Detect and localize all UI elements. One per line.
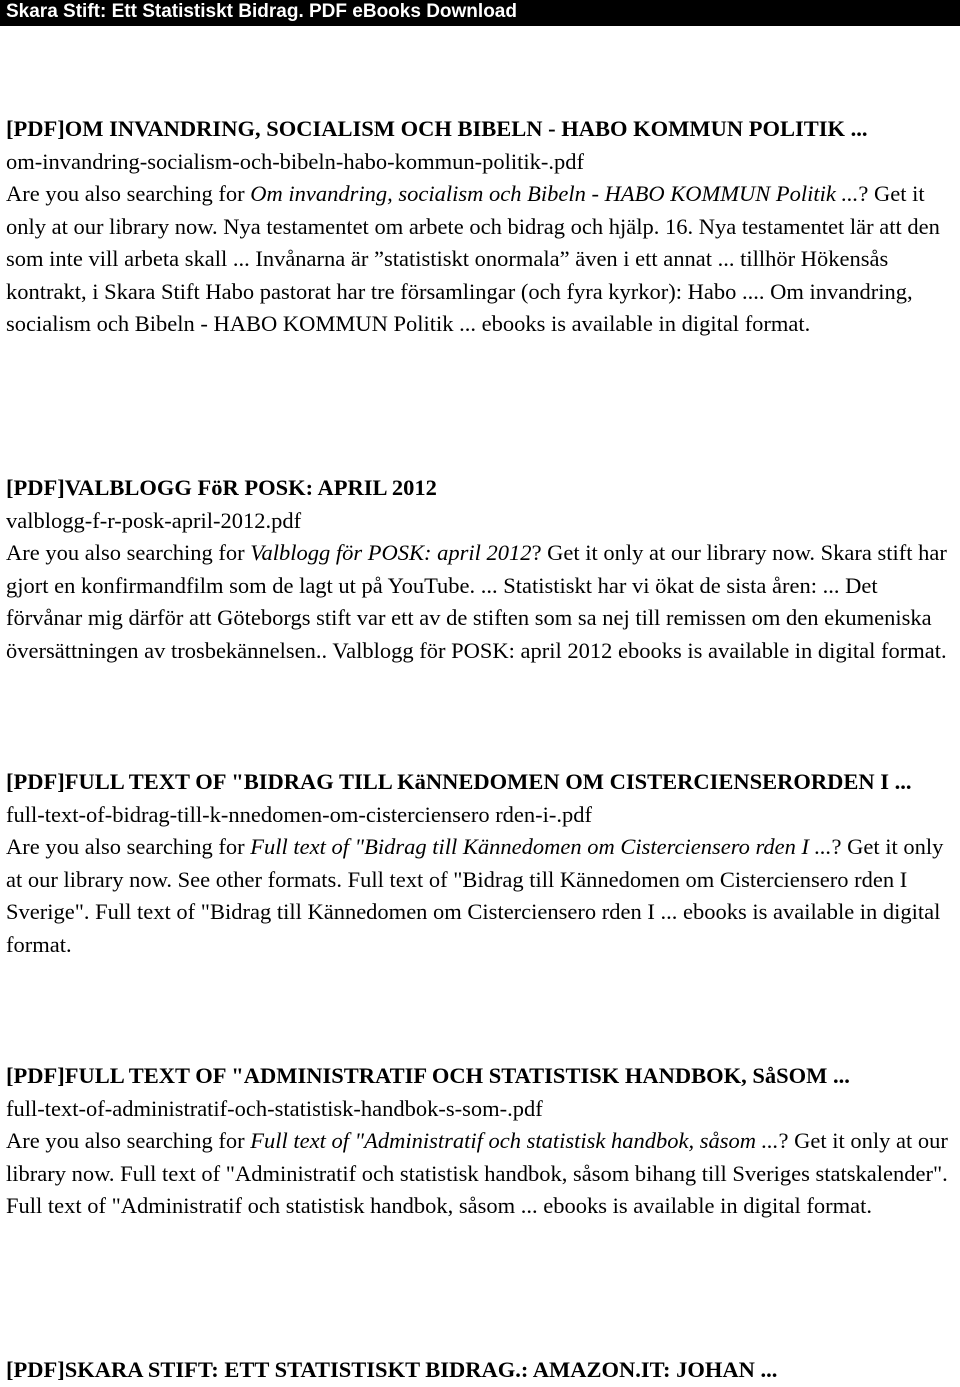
result-description [6,178,956,341]
search-title: Full text of "Administratif och statistisk handbok, såsom ... [250,1128,779,1153]
result-filename: valblogg-f-r-posk-april-2012.pdf [6,507,302,533]
result-filename: om-invandring-socialism-och-bibeln-habo-kommun-politik-.pdf [6,148,585,174]
result-entry [6,1060,956,1223]
result-body: ? Get it only at our library now. Skara stift har gjort en konfirmandfilm som de lagt ut på YouTube. ... Statistiskt har vi ökat de sista åren: ... Det förvånar mig därför att Göteborgs stift var ett av de stiften som sa nej till remissen om den ekumeniska översättningen av trosbekännelsen.. Valblogg för POSK: april 2012 ebooks is available in digital format. [6,540,947,663]
page-title: Skara Stift: Ett Statistiskt Bidrag. PDF eBooks Download [6,1,517,22]
result-title[interactable]: [PDF]FULL TEXT OF "ADMINISTRATIF OCH STATISTISK HANDBOK, SåSOM ... [6,1063,850,1088]
search-title: Full text of "Bidrag till Kännedomen om Cisterciensero rden I ... [250,834,832,859]
result-title[interactable]: [PDF]VALBLOGG FöR POSK: APRIL 2012 [6,475,437,500]
search-title: Valblogg för POSK: april 2012 [250,540,532,565]
result-description [6,1125,956,1223]
result-filename: full-text-of-bidrag-till-k-nnedomen-om-cisterciensero rden-i-.pdf [6,801,593,827]
result-entry [6,113,956,341]
result-filename: full-text-of-administratif-och-statistisk-handbok-s-som-.pdf [6,1095,543,1121]
result-entry [6,766,956,961]
result-body: ? Get it only at our library now. See other formats. Full text of "Bidrag till Kännedomen om Cisterciensero rden I Sverige". Full text of "Bidrag till Kännedomen om Cisterciensero rden I ... ebooks is available in digital format. [6,834,944,957]
header-bar [0,0,960,26]
result-entry [6,1354,956,1387]
result-title[interactable]: [PDF]OM INVANDRING, SOCIALISM OCH BIBELN - HABO KOMMUN POLITIK ... [6,116,868,141]
result-description [6,537,956,667]
result-title[interactable]: [PDF]SKARA STIFT: ETT STATISTISKT BIDRAG.: AMAZON.IT: JOHAN ... [6,1357,778,1382]
search-title: Om invandring, socialism och Bibeln - HABO KOMMUN Politik ... [250,181,859,206]
result-entry [6,472,956,667]
search-prefix: Are you also searching for [6,181,251,206]
result-title[interactable]: [PDF]FULL TEXT OF "BIDRAG TILL KäNNEDOMEN OM CISTERCIENSERORDEN I ... [6,769,912,794]
search-prefix: Are you also searching for [6,1128,251,1153]
search-prefix: Are you also searching for [6,834,251,859]
result-body: ? Get it only at our library now. Nya testamentet om arbete och bidrag och hjälp. 16. Nya testamentet lär att den som inte vill arbeta skall ... Invånarna är ”statistiskt onormala” även i ett annat ... tillhör Hökensås kontrakt, i Skara Stift Habo pastorat har tre församlingar (och fyra kyrkor): Habo .... Om invandring, socialism och Bibeln - HABO KOMMUN Politik ... ebooks is available in digital format. [6,181,940,336]
search-prefix: Are you also searching for [6,540,251,565]
result-description [6,831,956,961]
result-body: ? Get it only at our library now. Full text of "Administratif och statistisk handbok, såsom bihang till Sveriges statskalender". Full text of "Administratif och statistisk handbok, såsom ... ebooks is available in digital format. [6,1128,948,1218]
